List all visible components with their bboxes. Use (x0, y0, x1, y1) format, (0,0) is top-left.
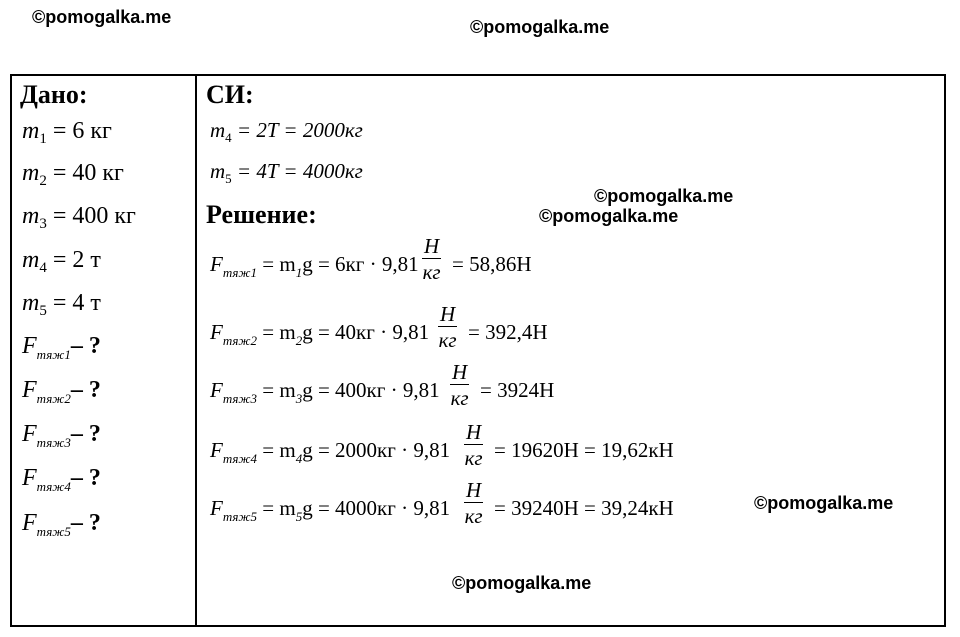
unknown-f4: $F_{тяж4}-$ ? (22, 465, 101, 494)
watermark: ©pomogalka.me (470, 17, 610, 37)
watermark: ©pomogalka.me (32, 7, 172, 27)
unknown-f2: $F_{тяж2}-$ ? (22, 377, 101, 406)
unknown-f1: $F_{тяж1}-$ ? (22, 333, 101, 362)
solution-heading: Решение: (206, 200, 317, 229)
problem-table (10, 74, 946, 627)
watermark: ©pomogalka.me (452, 573, 592, 593)
given-m4: $m_4 = 2$ т (22, 247, 101, 276)
unknown-f3: $F_{тяж3}-$ ? (22, 421, 101, 450)
column-divider (195, 74, 197, 627)
given-m1: $m_1 = 6$ кг (22, 118, 112, 147)
given-m3: $m_3 = 400$ кг (22, 203, 136, 232)
watermark: ©pomogalka.me (539, 206, 679, 226)
given-m2: $m_2 = 40$ кг (22, 160, 124, 189)
unknown-f5: $F_{тяж5}-$ ? (22, 510, 101, 539)
si-heading: СИ: (206, 80, 254, 109)
given-heading: Дано: (20, 80, 88, 109)
watermark: ©pomogalka.me (754, 493, 894, 513)
si-m4: $m_4 = 2T = 2000кг$ (210, 118, 363, 145)
si-m5: $m_5 = 4T = 4000кг$ (210, 159, 363, 186)
given-m5: $m_5 = 4$ т (22, 290, 101, 319)
watermark: ©pomogalka.me (594, 186, 734, 206)
